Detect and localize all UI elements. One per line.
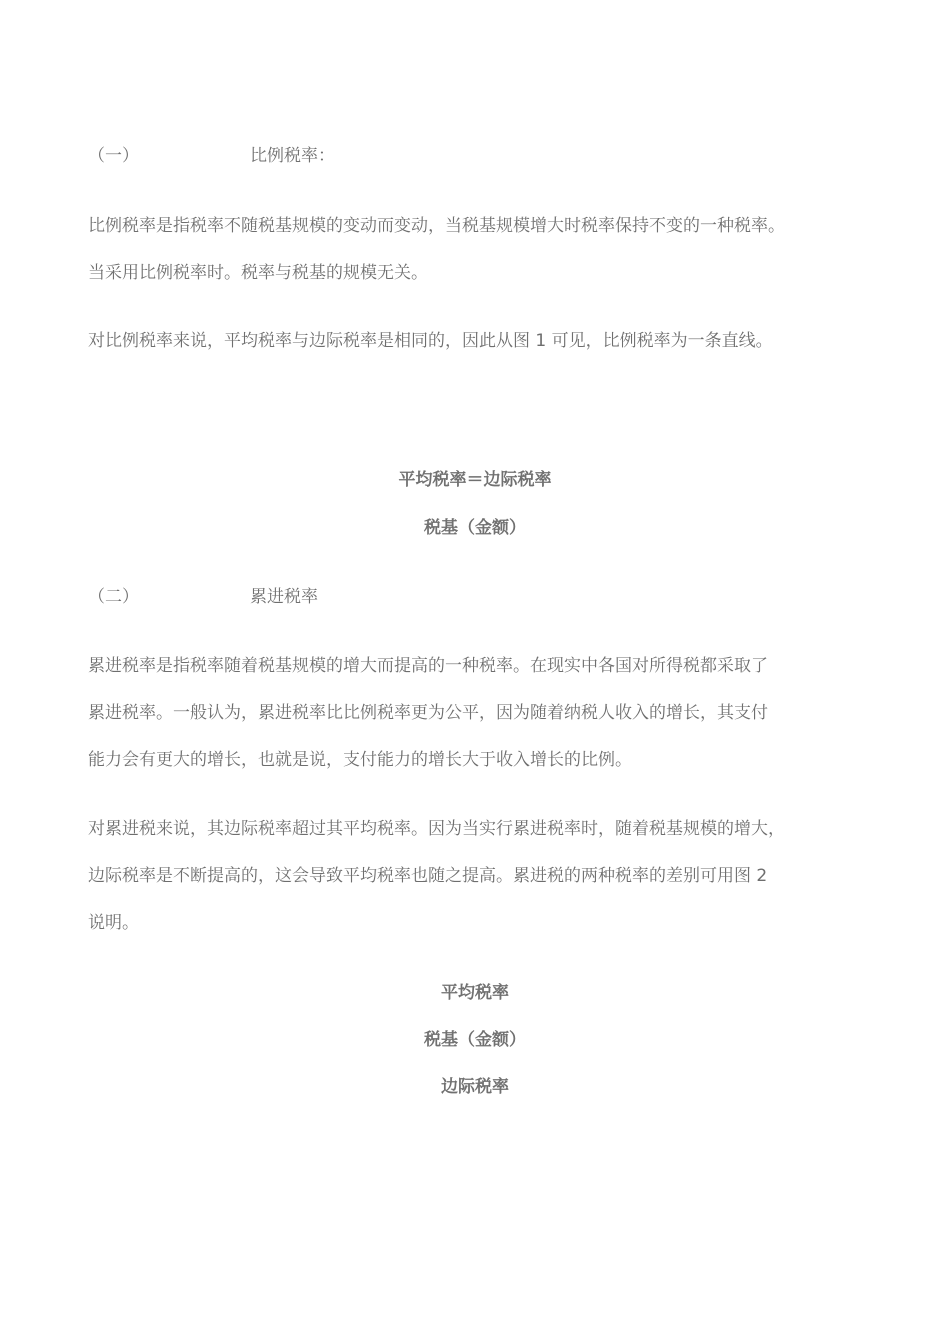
paragraph-line: 边际税率是不断提高的，这会导致平均税率也随之提高。累进税的两种税率的差别可用图 2 (88, 866, 768, 886)
section-number: （一） (88, 146, 139, 166)
figure1-label-rate: 平均税率＝边际税率 (398, 470, 552, 490)
section-title: 累进税率 (250, 587, 318, 607)
section-title: 比例税率： (250, 146, 335, 166)
paragraph-line: 对比例税率来说，平均税率与边际税率是相同的，因此从图 1 可见，比例税率为一条直线。 (88, 331, 773, 351)
figure2-label-marginal: 边际税率 (441, 1077, 509, 1097)
paragraph-line: 说明。 (88, 913, 139, 933)
section-number: （二） (88, 587, 139, 607)
figure1-label-base: 税基（金额） (424, 518, 526, 538)
paragraph-line: 当采用比例税率时。税率与税基的规模无关。 (88, 263, 428, 283)
paragraph-line: 累进税率。一般认为，累进税率比比例税率更为公平，因为随着纳税人收入的增长，其支付 (88, 703, 768, 723)
figure2-label-average: 平均税率 (441, 983, 509, 1003)
section-heading-2 (88, 585, 318, 609)
figure2-label-base: 税基（金额） (424, 1030, 526, 1050)
paragraph-line: 能力会有更大的增长，也就是说，支付能力的增长大于收入增长的比例。 (88, 750, 632, 770)
paragraph-line: 对累进税来说，其边际税率超过其平均税率。因为当实行累进税率时，随着税基规模的增大， (88, 819, 785, 839)
paragraph-line: 累进税率是指税率随着税基规模的增大而提高的一种税率。在现实中各国对所得税都采取了 (88, 656, 768, 676)
paragraph-line: 比例税率是指税率不随税基规模的变动而变动，当税基规模增大时税率保持不变的一种税率。 (88, 216, 785, 236)
section-heading-1 (88, 144, 335, 168)
